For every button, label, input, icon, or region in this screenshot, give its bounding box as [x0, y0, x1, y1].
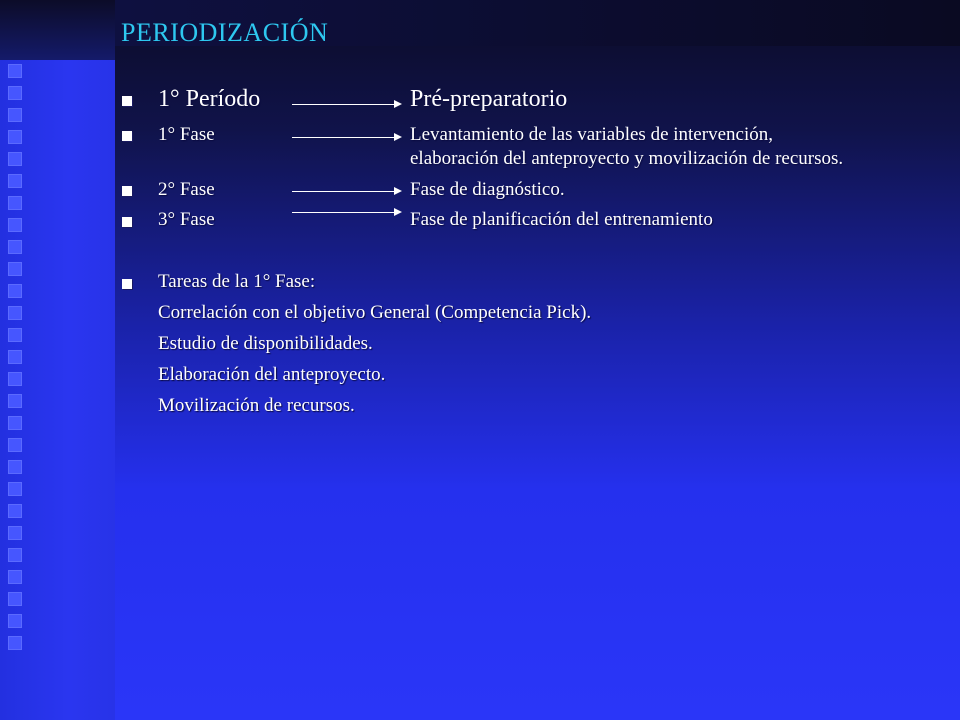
- bullet-square-icon: [122, 131, 132, 141]
- arrow-right-icon: [292, 191, 396, 192]
- tasks-heading: Tareas de la 1° Fase:: [158, 271, 316, 292]
- arrow-right-icon: [292, 104, 396, 105]
- arrow-right-icon: [292, 212, 396, 213]
- row-label-fase-2: 2° Fase: [158, 179, 215, 200]
- row-label-periodo: 1° Período: [158, 86, 261, 112]
- task-item: Movilización de recursos.: [158, 395, 355, 416]
- strip-top-shade: [0, 0, 115, 60]
- decorative-squares: [8, 64, 22, 658]
- bullet-square-icon: [122, 279, 132, 289]
- bullet-square-icon: [122, 217, 132, 227]
- left-decorative-strip: [0, 0, 115, 720]
- row-label-fase-1: 1° Fase: [158, 124, 215, 145]
- row-value-fase-1-line2: elaboración del anteproyecto y movilización de recursos.: [410, 148, 844, 169]
- row-value-fase-2: Fase de diagnóstico.: [410, 179, 565, 200]
- row-value-periodo: Pré-preparatorio: [410, 86, 568, 112]
- row-value-fase-3: Fase de planificación del entrenamiento: [410, 209, 713, 230]
- bullet-square-icon: [122, 96, 132, 106]
- slide-title: PERIODIZACIÓN: [121, 18, 329, 47]
- task-item: Correlación con el objetivo General (Competencia Pick).: [158, 302, 592, 323]
- arrow-right-icon: [292, 137, 396, 138]
- row-value-fase-1-line1: Levantamiento de las variables de intervención,: [410, 124, 773, 145]
- task-item: Estudio de disponibilidades.: [158, 333, 373, 354]
- bullet-square-icon: [122, 186, 132, 196]
- row-label-fase-3: 3° Fase: [158, 209, 215, 230]
- task-item: Elaboración del anteproyecto.: [158, 364, 386, 385]
